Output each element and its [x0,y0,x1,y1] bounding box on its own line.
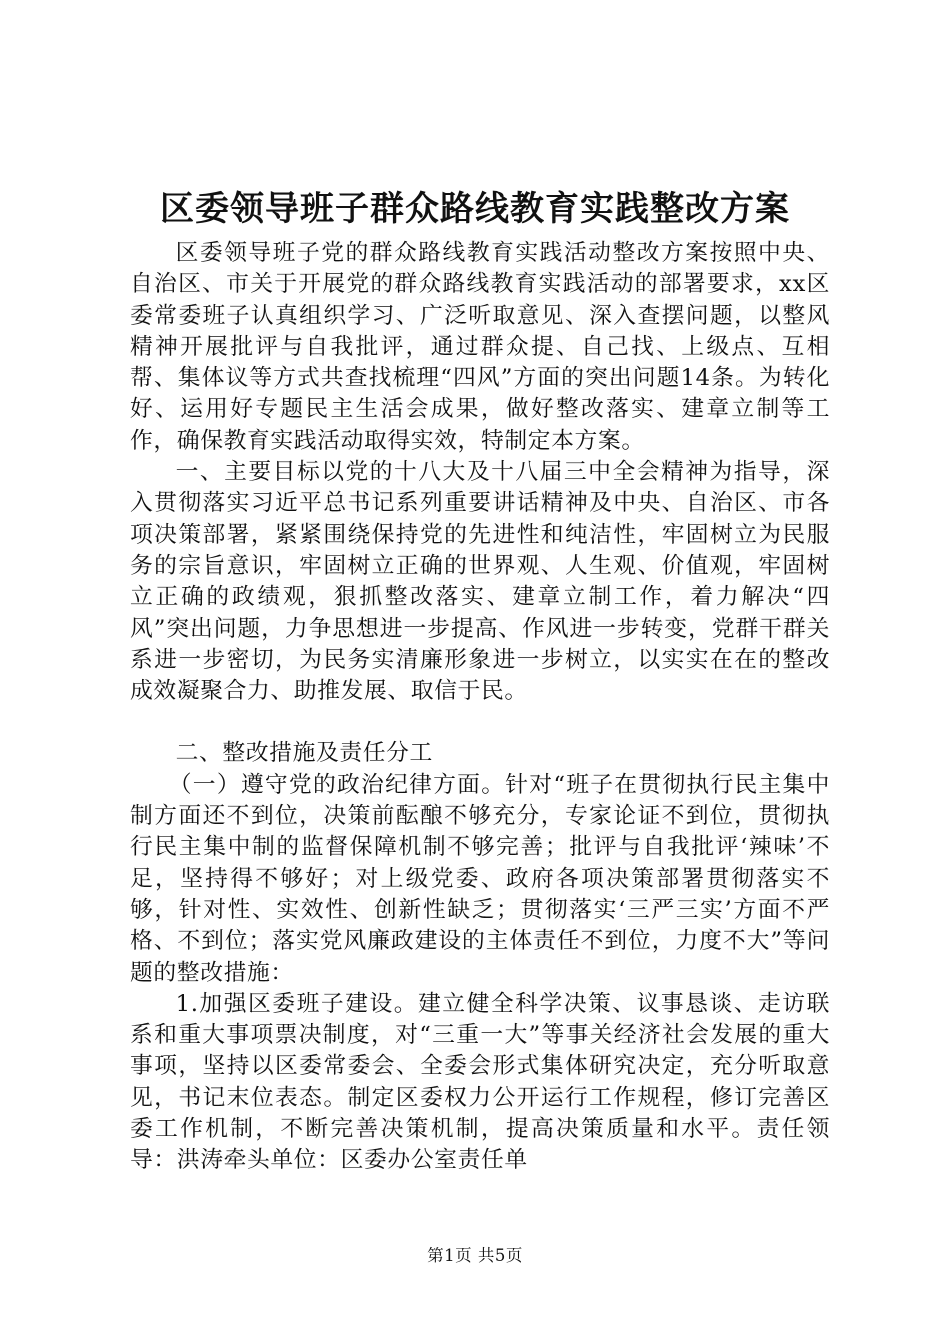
paragraph-measure-1: 1.加强区委班子建设。建立健全科学决策、议事恳谈、走访联系和重大事项票决制度，对“三重一大”等事关经济社会发展的重大事项，坚持以区委常委会、全委会形式集体研究决定，充分听取意见，书记末位表态。制定区委权力公开运行工作规程，修订完善区委工作机制，不断完善决策机制，提高决策质量和水平。责任领导：洪涛牵头单位：区委办公室责任单 [130,990,830,1174]
paragraph-main-goals: 一、主要目标以党的十八大及十八届三中全会精神为指导，深入贯彻落实习近平总书记系列重要讲话精神及中央、自治区、市各项决策部署，紧紧围绕保持党的先进性和纯洁性，牢固树立为民服务的宗旨意识，牢固树立正确的世界观、人生观、价值观，牢固树立正确的政绩观，狠抓整改落实、建章立制工作，着力解决“四风”突出问题，力争思想进一步提高、作风进一步转变，党群干群关系进一步密切，为民务实清廉形象进一步树立，以实实在在的整改成效凝聚合力、助推发展、取信于民。 [130,459,830,705]
document-title: 区委领导班子群众路线教育实践整改方案 [160,189,790,229]
document-body [130,238,830,1177]
paragraph-intro: 区委领导班子党的群众路线教育实践活动整改方案按照中央、自治区、市关于开展党的群众路线教育实践活动的部署要求，xx区委常委班子认真组织学习、广泛听取意见、深入查摆问题，以整风精神开展批评与自我批评，通过群众提、自己找、上级点、互相帮、集体议等方式共查找梳理“四风”方面的突出问题14条。为转化好、运用好专题民主生活会成果，做好整改落实、建章立制等工作，确保教育实践活动取得实效，特制定本方案。 [130,240,830,454]
page-number-footer: 第1页 共5页 [427,1246,523,1265]
section-heading-measures: 二、整改措施及责任分工 [175,740,433,767]
paragraph-political-discipline: （一）遵守党的政治纪律方面。针对“班子在贯彻执行民主集中制方面还不到位，决策前酝酿不够充分，专家论证不到位，贯彻执行民主集中制的监督保障机制不够完善；批评与自我批评‘辣味’不足，坚持得不够好；对上级党委、政府各项决策部署贯彻落实不够，针对性、实效性、创新性缺乏；贯彻落实‘三严三实’方面不严格、不到位；落实党风廉政建设的主体责任不到位，力度不大”等问题的整改措施： [130,771,830,986]
